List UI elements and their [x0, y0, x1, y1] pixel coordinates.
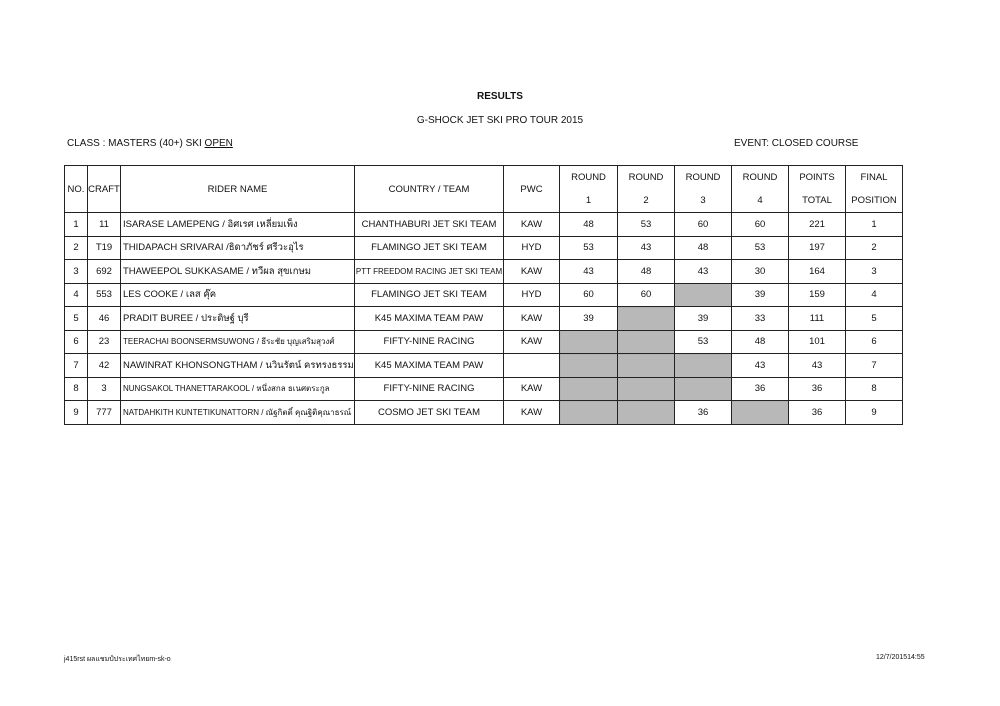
cell-round-4: 53 — [732, 236, 789, 260]
table-row — [65, 307, 903, 331]
table-row — [65, 283, 903, 307]
cell-round-3: 39 — [675, 307, 732, 331]
cell-craft: 777 — [88, 401, 121, 425]
col-round-3 — [675, 166, 732, 213]
cell-craft: T19 — [88, 236, 121, 260]
cell-round-3 — [675, 377, 732, 401]
cell-pwc: KAW — [504, 377, 560, 401]
col-round-1 — [560, 166, 618, 213]
cell-pwc — [504, 354, 560, 378]
cell-no: 8 — [65, 377, 88, 401]
col-pwc: PWC — [504, 166, 560, 213]
cell-points-total: 43 — [789, 354, 846, 378]
cell-round-3: 60 — [675, 213, 732, 237]
cell-round-1 — [560, 377, 618, 401]
cell-team: COSMO JET SKI TEAM — [355, 401, 504, 425]
cell-craft: 11 — [88, 213, 121, 237]
cell-pwc: HYD — [504, 236, 560, 260]
cell-round-3 — [675, 283, 732, 307]
cell-round-4: 60 — [732, 213, 789, 237]
header-row — [65, 166, 903, 213]
cell-no: 5 — [65, 307, 88, 331]
cell-no: 9 — [65, 401, 88, 425]
total-label: TOTAL — [802, 195, 832, 206]
cell-points-total: 159 — [789, 283, 846, 307]
cell-round-2 — [618, 330, 675, 354]
cell-team: PTT FREEDOM RACING JET SKI TEAM — [355, 260, 504, 284]
round-number: 2 — [643, 195, 649, 206]
cell-team: K45 MAXIMA TEAM PAW — [355, 354, 504, 378]
cell-craft: 3 — [88, 377, 121, 401]
cell-points-total: 197 — [789, 236, 846, 260]
cell-pwc: KAW — [504, 307, 560, 331]
cell-final-position: 6 — [846, 330, 903, 354]
round-number: 4 — [757, 195, 763, 206]
cell-round-1: 60 — [560, 283, 618, 307]
table-row — [65, 401, 903, 425]
cell-points-total: 101 — [789, 330, 846, 354]
cell-rider-name: NATDAHKITH KUNTETIKUNATTORN / ณัฐกิตติ์ คุณฐิติคุณาธรณ์ — [121, 401, 355, 425]
round-number: 3 — [700, 195, 706, 206]
cell-points-total: 164 — [789, 260, 846, 284]
event-subtitle: G-SHOCK JET SKI PRO TOUR 2015 — [416, 115, 584, 126]
cell-final-position: 5 — [846, 307, 903, 331]
round-label: ROUND — [571, 172, 606, 183]
cell-round-1: 43 — [560, 260, 618, 284]
cell-no: 6 — [65, 330, 88, 354]
cell-craft: 23 — [88, 330, 121, 354]
footer-file-label: j415rst ผลแชมป์ประเทศไทยm-sk-o — [64, 656, 171, 663]
class-label — [67, 138, 233, 149]
cell-rider-name: TEERACHAI BOONSERMSUWONG / ธีระชัย บุญเสริมสุวงศ์ — [121, 330, 355, 354]
col-final-position — [846, 166, 903, 213]
col-points-total — [789, 166, 846, 213]
cell-no: 1 — [65, 213, 88, 237]
cell-craft: 42 — [88, 354, 121, 378]
table-row — [65, 260, 903, 284]
footer-timestamp: 12/7/201514:55 — [876, 654, 925, 661]
col-craft: CRAFT — [88, 166, 121, 213]
cell-round-4 — [732, 401, 789, 425]
cell-round-1 — [560, 401, 618, 425]
cell-round-4: 30 — [732, 260, 789, 284]
cell-no: 7 — [65, 354, 88, 378]
col-round-4 — [732, 166, 789, 213]
cell-round-4: 48 — [732, 330, 789, 354]
cell-craft: 692 — [88, 260, 121, 284]
cell-rider-name: LES COOKE / เลส คุ๊ค — [121, 283, 355, 307]
cell-final-position: 7 — [846, 354, 903, 378]
cell-round-4: 33 — [732, 307, 789, 331]
cell-team: FIFTY-NINE RACING — [355, 330, 504, 354]
results-table — [64, 165, 903, 425]
cell-points-total: 221 — [789, 213, 846, 237]
cell-round-2: 43 — [618, 236, 675, 260]
cell-craft: 46 — [88, 307, 121, 331]
event-label: EVENT: CLOSED COURSE — [734, 138, 859, 149]
cell-pwc: KAW — [504, 213, 560, 237]
cell-rider-name: PRADIT BUREE / ประดิษฐ์ บุรี — [121, 307, 355, 331]
final-label: FINAL — [860, 172, 888, 183]
round-number: 1 — [585, 195, 592, 206]
col-round-2 — [618, 166, 675, 213]
cell-craft: 553 — [88, 283, 121, 307]
class-text: CLASS : MASTERS (40+) SKI — [67, 138, 205, 149]
cell-round-1: 39 — [560, 307, 618, 331]
col-rider-name: RIDER NAME — [121, 166, 355, 213]
cell-round-3: 53 — [675, 330, 732, 354]
table-row — [65, 236, 903, 260]
results-body — [65, 213, 903, 425]
cell-final-position: 8 — [846, 377, 903, 401]
cell-round-3: 43 — [675, 260, 732, 284]
cell-final-position: 1 — [846, 213, 903, 237]
cell-round-3 — [675, 354, 732, 378]
cell-points-total: 36 — [789, 401, 846, 425]
cell-points-total: 36 — [789, 377, 846, 401]
cell-round-2: 48 — [618, 260, 675, 284]
cell-pwc: KAW — [504, 330, 560, 354]
col-no: NO. — [65, 166, 88, 213]
cell-round-2 — [618, 377, 675, 401]
cell-round-1: 53 — [560, 236, 618, 260]
cell-no: 4 — [65, 283, 88, 307]
table-row — [65, 354, 903, 378]
table-row — [65, 213, 903, 237]
cell-round-2 — [618, 307, 675, 331]
cell-rider-name: THAWEEPOL SUKKASAME / ทวีผล สุขเกษม — [121, 260, 355, 284]
cell-team: FIFTY-NINE RACING — [355, 377, 504, 401]
cell-pwc: KAW — [504, 260, 560, 284]
col-country-team: COUNTRY / TEAM — [355, 166, 504, 213]
cell-round-2: 53 — [618, 213, 675, 237]
cell-team: K45 MAXIMA TEAM PAW — [355, 307, 504, 331]
cell-team: FLAMINGO JET SKI TEAM — [355, 283, 504, 307]
cell-team: FLAMINGO JET SKI TEAM — [355, 236, 504, 260]
cell-pwc: HYD — [504, 283, 560, 307]
cell-final-position: 4 — [846, 283, 903, 307]
cell-round-2 — [618, 354, 675, 378]
cell-round-4: 43 — [732, 354, 789, 378]
page-title: RESULTS — [477, 91, 523, 102]
cell-round-2 — [618, 401, 675, 425]
cell-rider-name: NAWINRAT KHONSONGTHAM / นวินรัตน์ ครทรงธรรม — [121, 354, 355, 378]
cell-final-position: 9 — [846, 401, 903, 425]
table-row — [65, 330, 903, 354]
cell-rider-name: ISARASE LAMEPENG / อิศเรศ เหลี่ยมเพ็ง — [121, 213, 355, 237]
cell-points-total: 111 — [789, 307, 846, 331]
cell-rider-name: NUNGSAKOL THANETTARAKOOL / หนึ่งสกล ธเนศตระกูล — [121, 377, 355, 401]
cell-rider-name: THIDAPACH SRIVARAI /ธิดาภัชร์ ศรีวะอุไร — [121, 236, 355, 260]
cell-team: CHANTHABURI JET SKI TEAM — [355, 213, 504, 237]
round-label: ROUND — [742, 172, 778, 183]
cell-round-1 — [560, 354, 618, 378]
cell-round-2: 60 — [618, 283, 675, 307]
cell-round-3: 48 — [675, 236, 732, 260]
cell-round-1: 48 — [560, 213, 618, 237]
cell-no: 2 — [65, 236, 88, 260]
round-label: ROUND — [685, 172, 721, 183]
cell-round-1 — [560, 330, 618, 354]
cell-round-3: 36 — [675, 401, 732, 425]
cell-pwc: KAW — [504, 401, 560, 425]
class-open-text: OPEN — [204, 138, 233, 149]
points-label: POINTS — [799, 172, 835, 183]
cell-no: 3 — [65, 260, 88, 284]
cell-round-4: 36 — [732, 377, 789, 401]
position-label: POSITION — [851, 195, 897, 206]
cell-round-4: 39 — [732, 283, 789, 307]
table-row — [65, 377, 903, 401]
cell-final-position: 3 — [846, 260, 903, 284]
cell-final-position: 2 — [846, 236, 903, 260]
round-label: ROUND — [628, 172, 664, 183]
